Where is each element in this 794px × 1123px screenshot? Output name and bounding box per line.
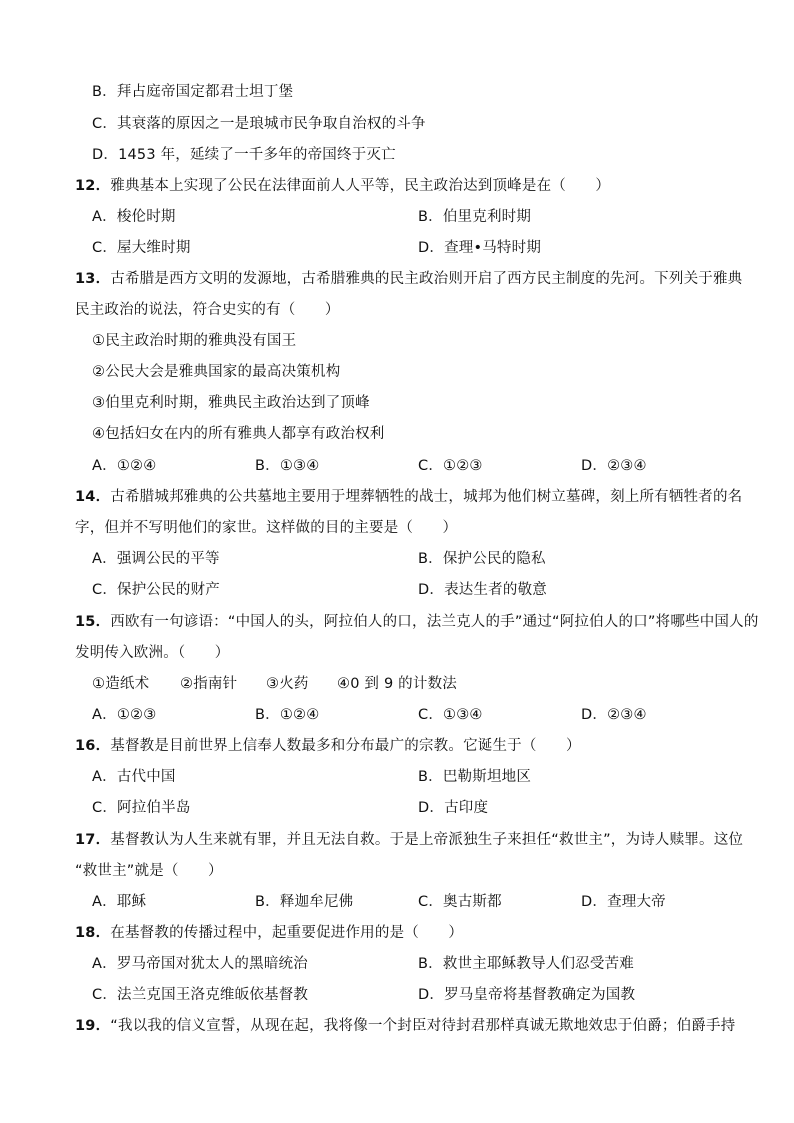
q12-text: 雅典基本上实现了公民在法律面前人人平等，民主政治达到顶峰是在（ ） xyxy=(110,178,611,194)
q14-stem-line1 xyxy=(75,487,742,507)
q16-option-d: D．古印度 xyxy=(418,800,489,816)
q16-option-c: C．阿拉伯半岛 xyxy=(92,800,191,816)
q14-stem-line2: 字，但并不写明他们的家世。这样做的目的主要是（ ） xyxy=(75,520,458,536)
q17-stem-line1 xyxy=(75,830,743,850)
q11-option-b: B．拜占庭帝国定都君士坦丁堡 xyxy=(92,84,294,100)
q15-stem-line2: 发明传入欧洲。（ ） xyxy=(75,645,230,661)
q12-option-d: D．查理•马特时期 xyxy=(418,240,542,256)
q15-statement-1: ①造纸术 xyxy=(92,676,150,692)
q16-option-a: A．古代中国 xyxy=(92,769,176,785)
q15-number: 15． xyxy=(75,614,111,630)
q15-statement-3: ③火药 xyxy=(266,676,309,692)
q15-option-d: D．②③④ xyxy=(581,707,647,723)
q15-text1: 西欧有一句谚语：“中国人的头，阿拉伯人的口，法兰克人的手”通过“阿拉伯人的口”将哪些中国人的 xyxy=(110,614,759,630)
q13-number: 13． xyxy=(75,271,111,287)
q15-statement-2: ②指南针 xyxy=(180,676,238,692)
q19-number: 19． xyxy=(75,1018,111,1034)
q13-option-d: D．②③④ xyxy=(581,458,647,474)
q13-stem-line1 xyxy=(75,269,742,289)
q17-number: 17． xyxy=(75,832,111,848)
q18-option-d: D．罗马皇帝将基督教确定为国教 xyxy=(418,987,636,1003)
q13-statement-2: ②公民大会是雅典国家的最高决策机构 xyxy=(92,364,341,380)
q15-option-a: A．①②③ xyxy=(92,707,157,723)
q17-option-b: B．释迦牟尼佛 xyxy=(255,894,354,910)
q11-option-d: D．1453 年，延续了一千多年的帝国终于灭亡 xyxy=(92,147,396,163)
q16-option-b: B．巴勒斯坦地区 xyxy=(418,769,532,785)
q17-option-d: D．查理大帝 xyxy=(581,894,666,910)
q16-stem xyxy=(75,736,581,756)
q18-number: 18． xyxy=(75,925,111,941)
q19-text: “我以我的信义宣誓，从现在起，我将像一个封臣对待封君那样真诚无欺地效忠于伯爵；伯爵手持 xyxy=(110,1018,736,1034)
q12-number: 12． xyxy=(75,178,111,194)
q14-option-d: D．表达生者的敬意 xyxy=(418,582,547,598)
q14-option-a: A．强调公民的平等 xyxy=(92,551,220,567)
q13-option-a: A．①②④ xyxy=(92,458,157,474)
q12-option-c: C．屋大维时期 xyxy=(92,240,191,256)
q13-option-c: C．①②③ xyxy=(418,458,483,474)
q13-statement-3: ③伯里克利时期，雅典民主政治达到了顶峰 xyxy=(92,395,370,411)
q15-option-c: C．①③④ xyxy=(418,707,483,723)
q11-option-c: C．其衰落的原因之一是琅城市民争取自治权的斗争 xyxy=(92,116,426,132)
q19-stem-line1 xyxy=(75,1016,735,1036)
q15-statement-4: ④0 到 9 的计数法 xyxy=(337,676,457,692)
q17-option-c: C．奥古斯都 xyxy=(418,894,502,910)
q17-text1: 基督教认为人生来就有罪，并且无法自救。于是上帝派独生子来担任“救世主”，为诗人赎罪。这位 xyxy=(110,832,744,848)
q16-text: 基督教是目前世界上信奉人数最多和分布最广的宗教。它诞生于（ ） xyxy=(110,738,581,754)
q13-text1: 古希腊是西方文明的发源地，古希腊雅典的民主政治则开启了西方民主制度的先河。下列关于雅典 xyxy=(110,271,743,287)
q12-option-b: B．伯里克利时期 xyxy=(418,209,532,225)
q13-stem-line2: 民主政治的说法，符合史实的有（ ） xyxy=(75,302,340,318)
q13-option-b: B．①③④ xyxy=(255,458,320,474)
q17-option-a: A．耶稣 xyxy=(92,894,147,910)
q14-number: 14． xyxy=(75,489,111,505)
q18-option-b: B．救世主耶稣教导人们忍受苦难 xyxy=(418,956,634,972)
q12-stem xyxy=(75,176,610,196)
q17-stem-line2: “救世主”就是（ ） xyxy=(75,863,223,879)
q16-number: 16． xyxy=(75,738,111,754)
q15-option-b: B．①②④ xyxy=(255,707,320,723)
q14-text1: 古希腊城邦雅典的公共墓地主要用于埋葬牺牲的战士，城邦为他们树立墓碑，刻上所有牺牲者的名 xyxy=(110,489,743,505)
q14-option-c: C．保护公民的财产 xyxy=(92,582,220,598)
q18-option-c: C．法兰克国王洛克维皈依基督教 xyxy=(92,987,309,1003)
q14-option-b: B．保护公民的隐私 xyxy=(418,551,546,567)
q13-statement-1: ①民主政治时期的雅典没有国王 xyxy=(92,333,297,349)
q18-option-a: A．罗马帝国对犹太人的黑暗统治 xyxy=(92,956,308,972)
q18-stem xyxy=(75,923,463,943)
q18-text: 在基督教的传播过程中，起重要促进作用的是（ ） xyxy=(110,925,464,941)
q13-statement-4: ④包括妇女在内的所有雅典人都享有政治权利 xyxy=(92,426,385,442)
q12-option-a: A．梭伦时期 xyxy=(92,209,176,225)
q15-stem-line1 xyxy=(75,612,759,632)
